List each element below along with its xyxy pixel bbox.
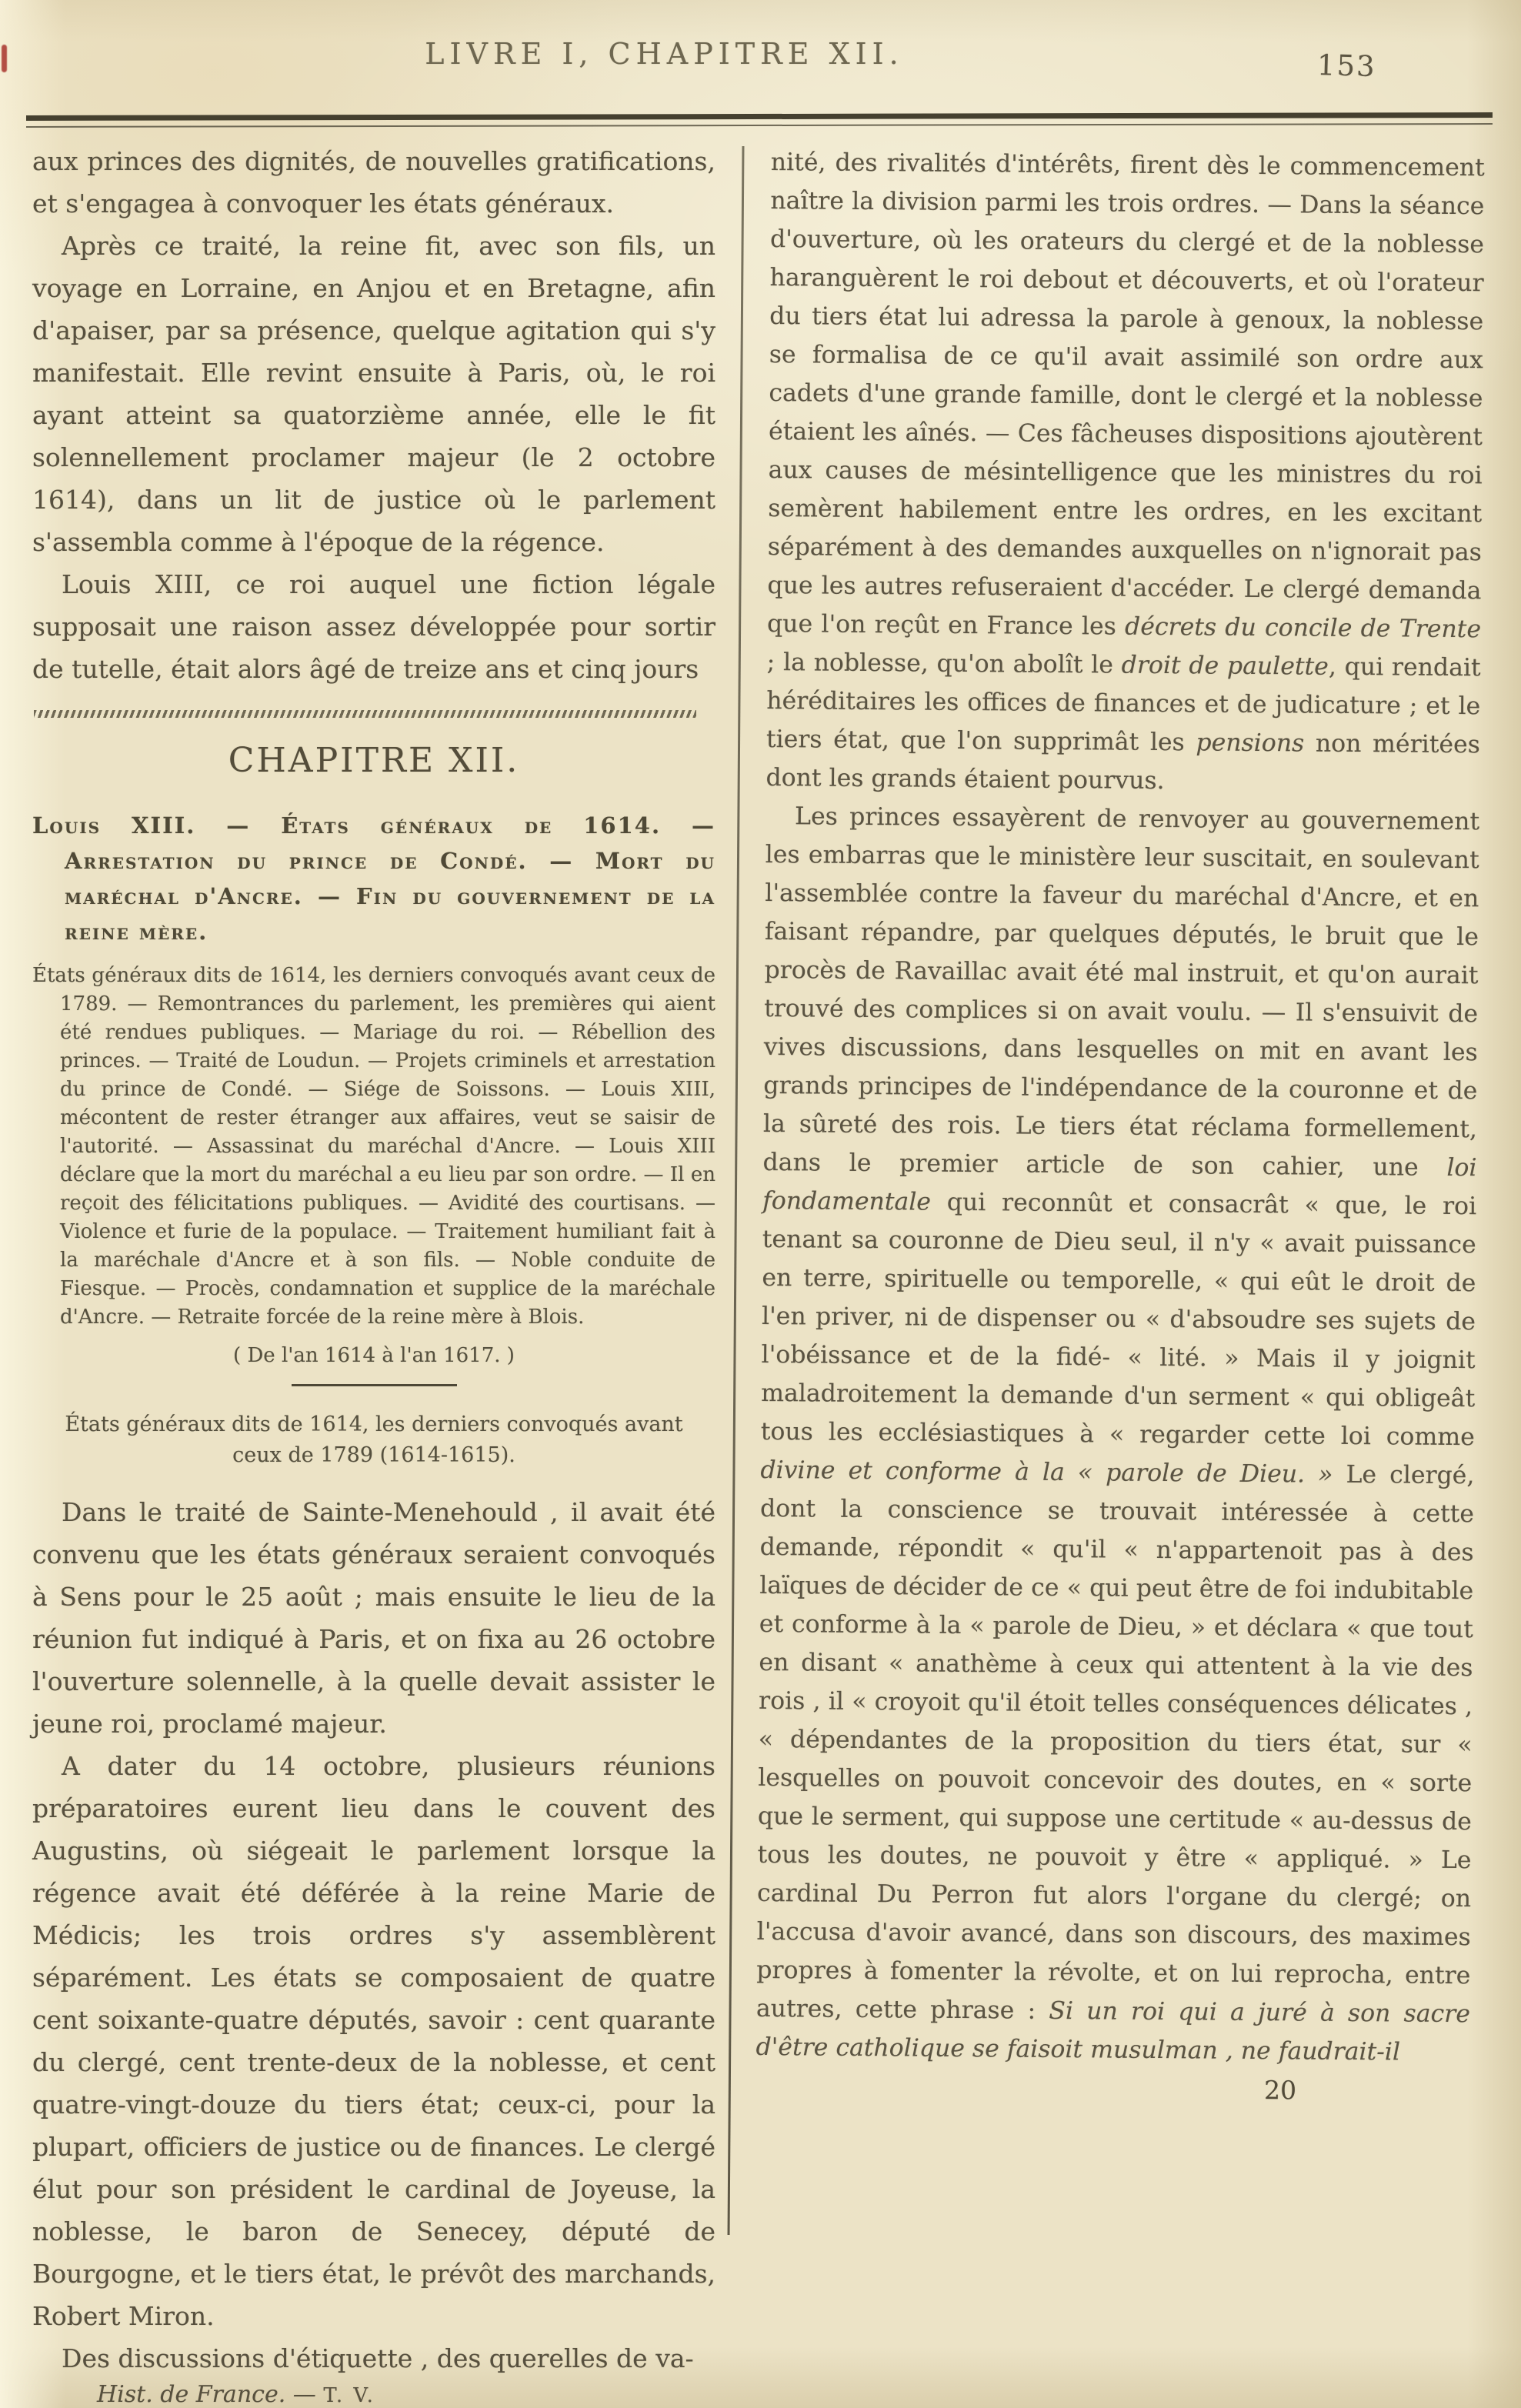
left-column xyxy=(32,140,715,2408)
header-rule-thin xyxy=(26,123,1493,128)
paragraph-les-princes xyxy=(755,797,1479,2072)
chapter-abstract: États généraux dits de 1614, les derniers convoqués avant ceux de 1789. — Remontrances du parlement, les premières qui aient été rendues publiques. — Mariage du roi. — Rébellion des princes. — Traité de Loudun. — Projets criminels et arrestation du prince de Condé. — Siége de Soissons. — Louis XIII, mécontent de rester étranger aux affaires, veut se saisir de l'autorité. — Assassinat du maréchal d'Ancre. — Louis XIII déclare que la mort du maréchal a eu lieu par son ordre. — Il en reçoit des félicitations publiques. — Avidité des courtisans. — Violence et furie de la populace. — Traitement humiliant fait à la maréchale d'Ancre et à son fils. — Noble conduite de Fiesque. — Procès, condamnation et supplice de la maréchale d'Ancre. — Retraite forcée de la reine mère à Blois. xyxy=(32,964,715,1329)
text-run: ; la noblesse, qu'on abolît le xyxy=(766,648,1122,679)
text-run: non méritées dont les grands étaient pourvus. xyxy=(766,729,1481,795)
paragraph-apres-traite: Après ce traité, la reine fit, avec son fils, un voyage en Lorraine, en Anjou et en Bretagne, afin d'apaiser, par sa présence, quelque agitation qui s'y manifestait. Elle revint ensuite à Paris, où, le roi ayant atteint sa quatorzième année, elle le fit solennellement proclamer majeur (le 2 octobre 1614), dans un lit de justice où le parlement s'assembla comme à l'époque de la régence. xyxy=(32,231,715,557)
paragraph-continuation: aux princes des dignités, de nouvelles gratifications, et s'engagea à convoquer les états généraux. xyxy=(32,146,715,218)
catchword-signature-number: 20 xyxy=(1263,2075,1297,2106)
paragraph-des-discussions: Des discussions d'étiquette , des querelles de va- xyxy=(62,2343,694,2373)
paragraph-louis-xiii: Louis XIII, ce roi auquel une fiction légale supposait une raison assez développée pour sortir de tutelle, était alors âgé de treize ans et cinq jours xyxy=(32,569,715,684)
paragraph-vanite-rivalites xyxy=(766,143,1485,802)
volume-title-italic: Hist. de France. — xyxy=(97,2381,324,2408)
text-run: nité, des rivalités d'intérêts, firent dès le commencement naître la division parmi les trois ordres. — Dans la séance d'ouverture, où les orateurs du clergé et de la noblesse haranguèrent le roi debout et découverts, et où l'orateur du tiers état lui adressa la parole à genoux, la noblesse se formalisa de ce qu'il avait assimilé son ordre aux cadets d'une grande famille, dont le clergé et la noblesse étaient les aînés. — Ces fâcheuses dispositions ajoutèrent aux causes de mésintelligence que les ministres du roi semèrent habilement entre les ordres, en les excitant séparément à des demandes auxquelles on n'ignorait pas que les autres refuseraient d'accéder. Le clergé demanda que l'on reçût en France les xyxy=(766,148,1485,641)
text-run: Les princes essayèrent de renvoyer au gouvernement les embarras que le ministère leur suscitait, en soulevant l'assemblée contre la faveur du maréchal d'Ancre, et en faisant répandre, par quelques députés, le bruit que le procès de Ravaillac avait été mal instruit, et qu'on aurait trouvé des complices si on avait voulu. — Il s'ensuivit de vives discussions, dans lesquelles on mit en avant les grands principes de l'indépendance de la couronne et de la sûreté des rois. Le tiers état réclama formellement, dans le premier article de son cahier, une xyxy=(762,802,1480,1182)
page-number: 153 xyxy=(1316,48,1377,83)
chapter-subject-argument: Louis XIII. — États généraux de 1614. — Arrestation du prince de Condé. — Mort du maréchal d'Ancre. — Fin du gouvernement de la reine mère. xyxy=(32,812,715,945)
paragraph-a-dater-du-14-octobre: A dater du 14 octobre, plusieurs réunions préparatoires eurent lieu dans le couvent des Augustins, où siégeait le parlement lorsque la régence avait été déférée à la reine Marie de Médicis; les trois ordres s'y assemblèrent séparément. Les états se composaient de quatre cent soixante-quatre députés, savoir : cent quarante du clergé, cent trente-deux de la noblesse, et cent quatre-vingt-douze du tiers état; ceux-ci, pour la plupart, officiers de justice ou de finances. Le clergé élut pour son président le cardinal de Joyeuse, la noblesse, le baron de Senecey, député de Bourgogne, et le tiers état, le prévôt des marchands, Robert Miron. xyxy=(32,1751,715,2331)
text-run-italic: droit de paulette xyxy=(1121,651,1329,681)
header-rule-thick xyxy=(26,112,1493,121)
text-run-italic: divine et conforme à la « parole de Dieu. » xyxy=(760,1456,1333,1489)
paragraph-traite-sainte-menehould: Dans le traité de Sainte-Menehould , il avait été convenu que les états généraux seraient convoqués à Sens pour le 25 août ; mais ensuite le lieu de la réunion fut indiqué à Paris, et on fixa au 26 octobre l'ouverture solennelle, à la quelle devait assister le jeune roi, proclamé majeur. xyxy=(32,1497,715,1739)
text-run-italic: décrets du concile de Trente xyxy=(1124,612,1482,644)
date-range: ( De l'an 1614 à l'an 1617. ) xyxy=(233,1344,515,1367)
text-run-italic: loi fondamentale xyxy=(762,1153,1477,1216)
running-header-title: LIVRE I, CHAPITRE XII. xyxy=(425,37,904,71)
section-divider-rule xyxy=(292,1384,457,1386)
right-column xyxy=(755,143,1485,2106)
squiggle-divider xyxy=(34,710,696,718)
text-run-italic: pensions xyxy=(1196,729,1305,758)
text-run: Le clergé, dont la conscience se trouvait intéressée à cette demande, répondit « qu'il « n'appartenoit pas à des laïques de décider de ce « qui peut être de foi indubitable et conforme à la « parole de Dieu, » et déclara « que tout en disant « anathème à ceux qui attentent à la vie des rois , il « croyoit qu'il étoit telles conséquences délicates , « dépendantes de la proposition du tiers état, sur « lesquelles on pouvoit concevoir des doutes, en « sorte que le serment, qui suppose une certitude « au-dessus de tous les doutes, ne pouvoit y être « appliqué. » Le cardinal Du Perron fut alors l'organe du clergé; on l'accusa d'avoir avancé, dans son discours, des maximes propres à fomenter la révolte, et on lui reprocha, entre autres, cette phrase : xyxy=(755,1460,1475,2025)
section-heading: États généraux dits de 1614, les derniers convoqués avant ceux de 1789 (1614-1615). xyxy=(65,1412,683,1467)
footer-signature xyxy=(32,2381,715,2408)
volume-label: T. V. xyxy=(323,2384,375,2407)
chapter-heading: CHAPITRE XII. xyxy=(228,741,520,780)
text-run: , qui rendait héréditaires les offices de finances et de judicature ; et le tiers état, que l'on supprimât les xyxy=(766,652,1481,757)
column-divider-rule xyxy=(728,146,745,2235)
text-run-italic: Si un roi qui a juré à son sacre d'être catholique se faisoit musulman , ne faudrait-il xyxy=(755,1996,1471,2066)
text-run: qui reconnût et consacrât « que, le roi tenant sa couronne de Dieu seul, il n'y « avait puissance en terre, spirituelle ou temporelle, « qui eût le droit de l'en priver, ni de dispenser ou « d'absoudre ses sujets de l'obéissance et de la fidé- « lité. » Mais il y joignit maladroitement la demande d'un serment « qui obligeât tous les ecclésiastiques à « regarder cette loi comme xyxy=(760,1188,1477,1452)
